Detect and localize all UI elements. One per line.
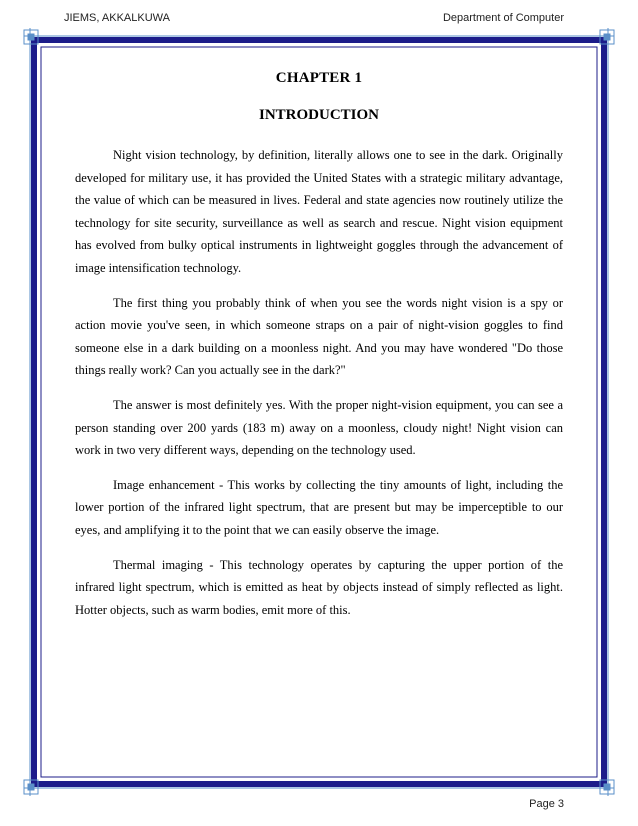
page-content (75, 70, 563, 633)
paragraph-2: The first thing you probably think of when you see the words night vision is a spy or action movie you've seen, in which someone straps on a pair of night-vision goggles to find someone else in a dark building on a moonless night. And you may have wondered "Do those things really work? Can you actually see in the dark?" (75, 295, 563, 378)
chapter-number: CHAPTER 1 (275, 70, 363, 86)
paragraph-3: The answer is most definitely yes. With the proper night-vision equipment, you can see a person standing over 200 yards (183 m) away on a moonless, cloudy night! Night vision can work in two very different ways, depending on the technology used. (75, 397, 563, 458)
page-number: Page 3 (529, 798, 564, 810)
chapter-title: INTRODUCTION (258, 107, 379, 123)
paragraph-4: Image enhancement - This works by collecting the tiny amounts of light, including the lower portion of the infrared light spectrum, that are present but may be imperceptible to our eyes, and amplifying it to the point that we can easily observe the image. (75, 477, 563, 537)
paragraph-5: Thermal imaging - This technology operates by capturing the upper portion of the infrared light spectrum, which is emitted as heat by objects instead of simply reflected as light. Hotter objects, such as warm bodies, emit more of this. (75, 557, 563, 617)
paragraph-1: Night vision technology, by definition, literally allows one to see in the dark. Originally developed for military use, it has provided the United States with a strategic military advantage, the value of which can be measured in lives. Federal and state agencies now routinely utilize the technology for site security, surveillance as well as search and rescue. Night vision equipment has evolved from bulky optical instruments in lightweight goggles through the advancement of image intensification technology. (75, 148, 563, 275)
header-department: Department of Computer (442, 12, 564, 24)
header-institution: JIEMS, AKKALKUWA (64, 12, 170, 24)
